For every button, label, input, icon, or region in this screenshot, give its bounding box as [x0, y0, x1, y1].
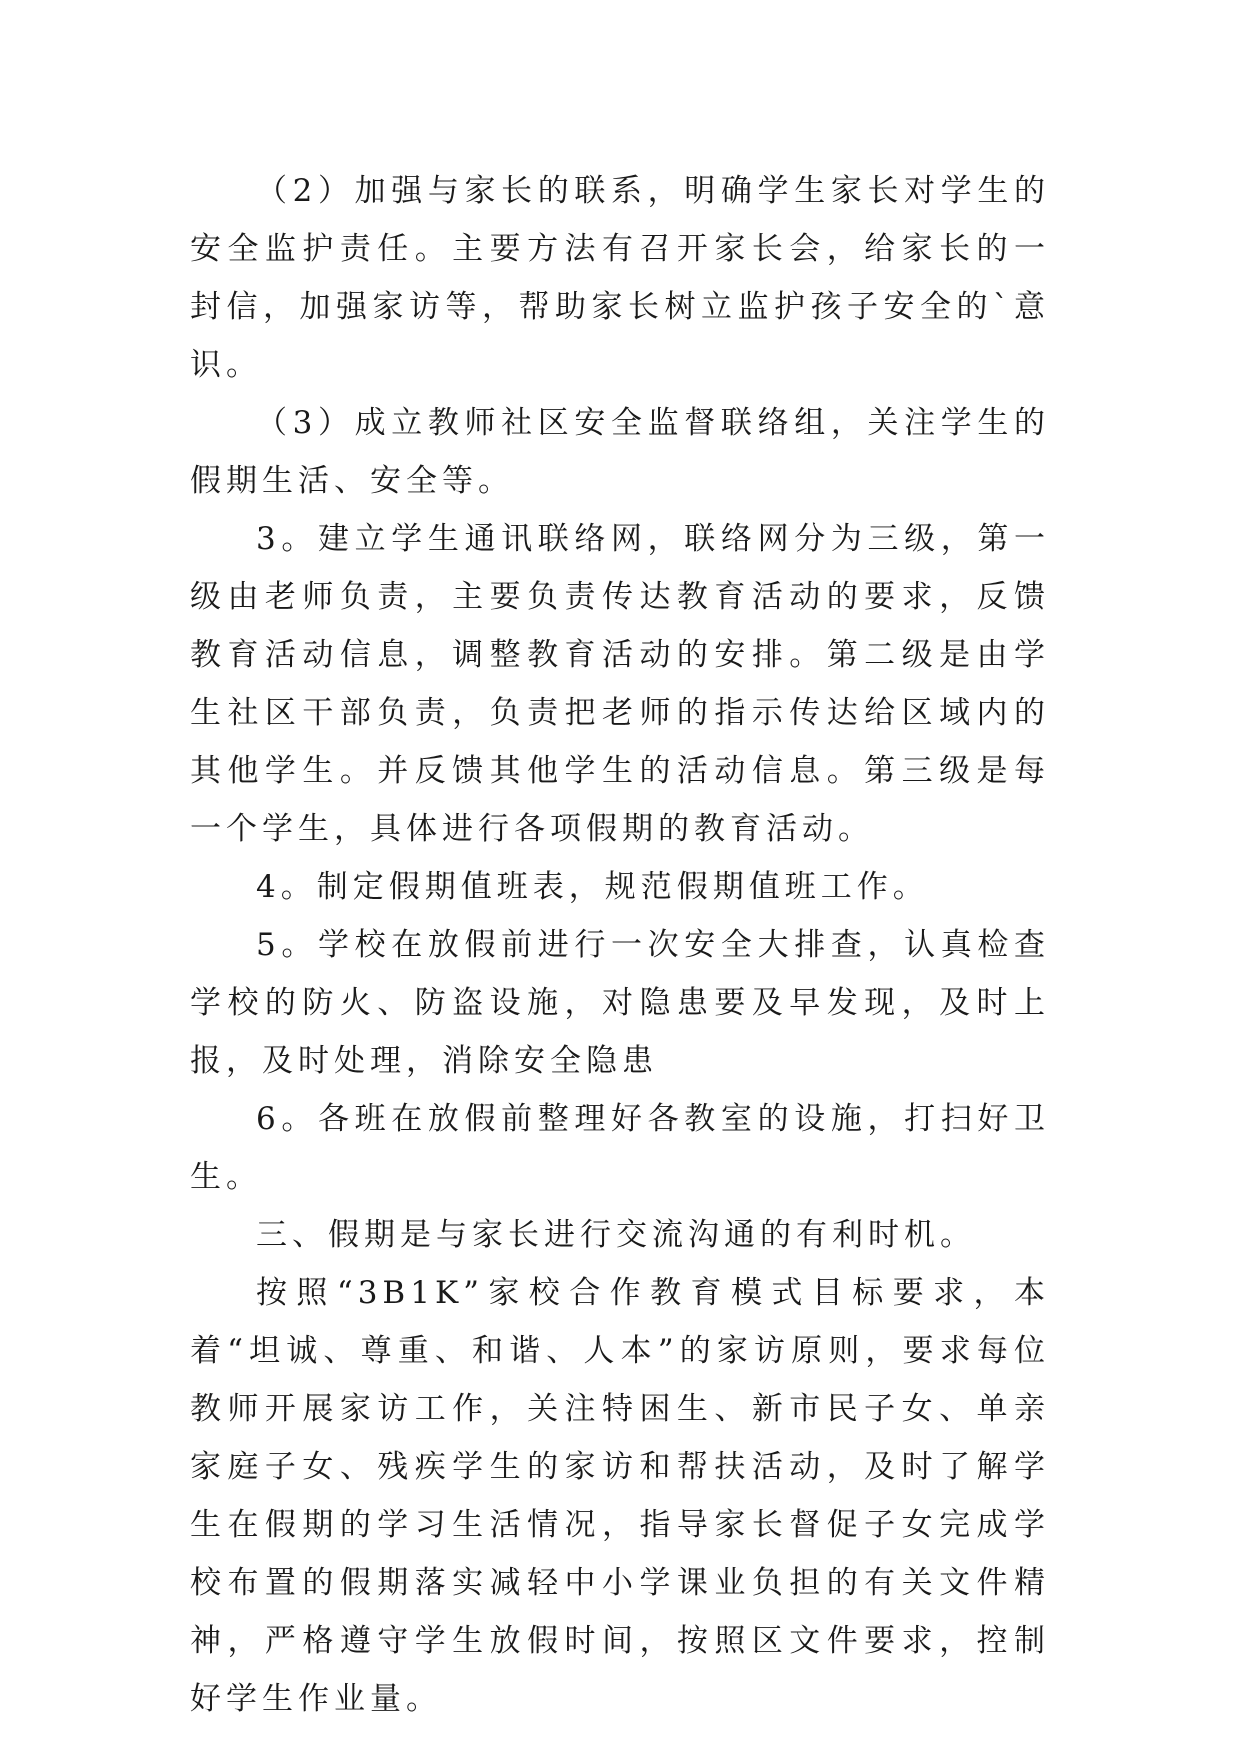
paragraph-parent-contact: （2）加强与家长的联系，明确学生家长对学生的安全监护责任。主要方法有召开家长会，给家长的一封信，加强家访等，帮助家长树立监护孩子安全的`意识。	[190, 173, 1050, 383]
paragraph-duty-schedule: 4。制定假期值班表，规范假期值班工作。	[256, 869, 929, 905]
paragraph-contact-network: 3。建立学生通讯联络网，联络网分为三级，第一级由老师负责，主要负责传达教育活动的要求，反馈教育活动信息，调整教育活动的安排。第二级是由学生社区干部负责，负责把老师的指示传达给区域内的其他学生。并反馈其他学生的活动信息。第三级是每一个学生，具体进行各项假期的教育活动。	[190, 521, 1050, 847]
section-heading-parent-communication: 三、假期是与家长进行交流沟通的有利时机。	[256, 1217, 976, 1253]
paragraph-community-group: （3）成立教师社区安全监督联络组，关注学生的假期生活、安全等。	[190, 405, 1050, 499]
paragraph-classroom-cleanup: 6。各班在放假前整理好各教室的设施，打扫好卫生。	[190, 1101, 1050, 1195]
document-body	[190, 162, 1050, 1728]
paragraph-safety-inspection: 5。学校在放假前进行一次安全大排查，认真检查学校的防火、防盗设施，对隐患要及早发现，及时上报，及时处理，消除安全隐患	[190, 927, 1050, 1079]
paragraph-home-visits: 按照“3B1K”家校合作教育模式目标要求，本着“坦诚、尊重、和谐、人本”的家访原则，要求每位教师开展家访工作，关注特困生、新市民子女、单亲家庭子女、残疾学生的家访和帮扶活动，及时了解学生在假期的学习生活情况，指导家长督促子女完成学校布置的假期落实减轻中小学课业负担的有关文件精神，严格遵守学生放假时间，按照区文件要求，控制好学生作业量。	[190, 1275, 1050, 1717]
